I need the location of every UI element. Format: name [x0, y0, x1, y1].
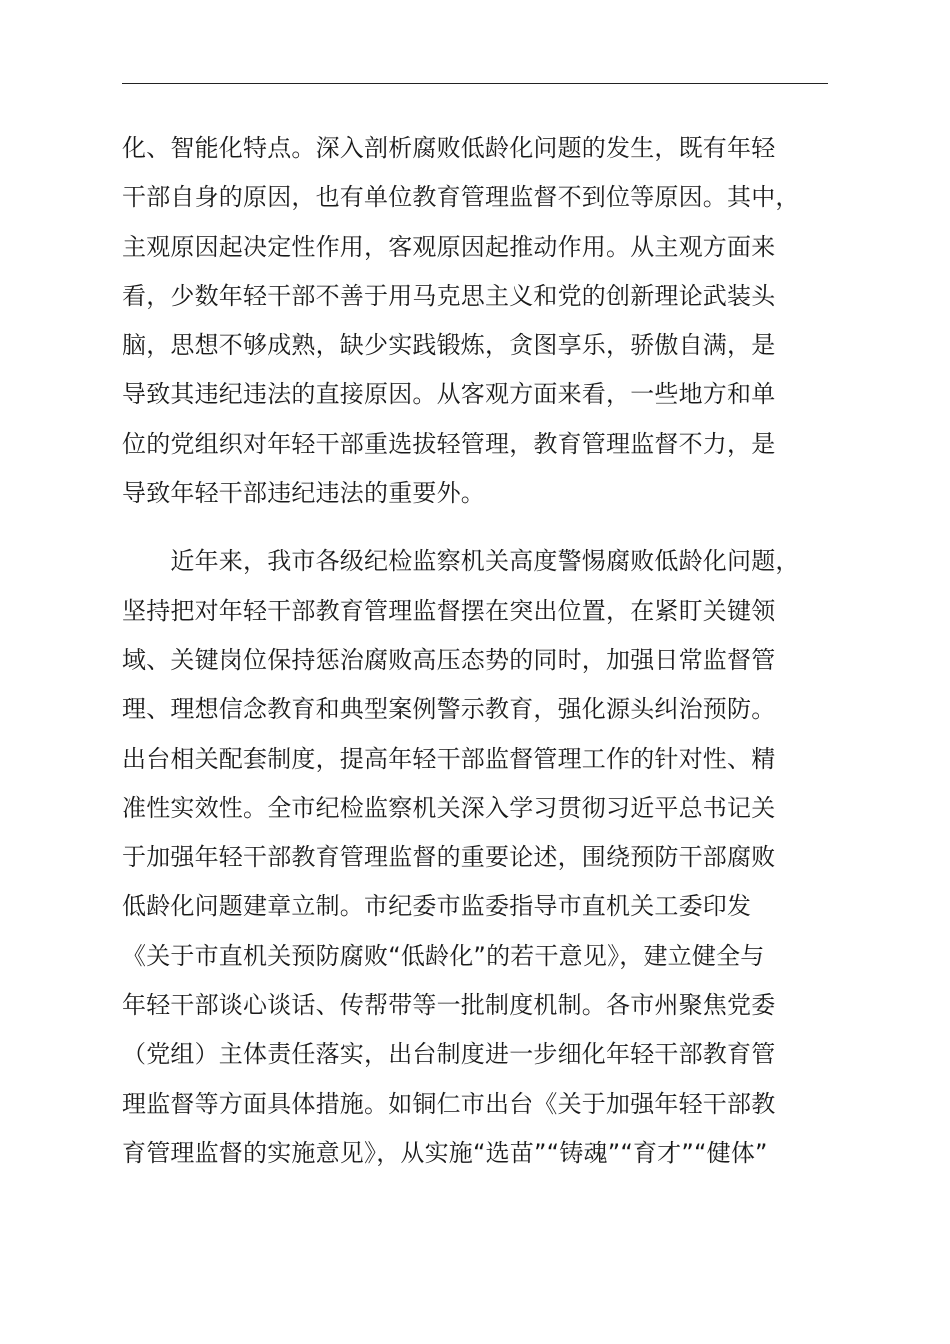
text-line: 脑，思想不够成熟，缺少实践锻炼，贪图享乐，骄傲自满，是 [122, 331, 776, 360]
text-line: 于加强年轻干部教育管理监督的重要论述，围绕预防干部腐败 [122, 843, 776, 872]
text-line: 近年来，我市各级纪检监察机关高度警惕腐败低龄化问题， [122, 547, 800, 576]
text-line: 导致年轻干部违纪违法的重要外。 [122, 479, 485, 508]
text-line: 理、理想信念教育和典型案例警示教育，强化源头纠治预防。 [122, 695, 776, 724]
text-line: 育管理监督的实施意见》，从实施“选苗”“铸魂”“育才”“健体” [122, 1138, 768, 1167]
text-line: 干部自身的原因，也有单位教育管理监督不到位等原因。其中， [122, 183, 800, 212]
text-line: 导致其违纪违法的直接原因。从客观方面来看，一些地方和单 [122, 380, 776, 409]
text-line: 出台相关配套制度，提高年轻干部监督管理工作的针对性、精 [122, 744, 776, 773]
text-line: 理监督等方面具体措施。如铜仁市出台《关于加强年轻干部教 [122, 1089, 776, 1118]
paragraph-2 [122, 537, 828, 1178]
text-line: 《关于市直机关预防腐败“低龄化”的若干意见》，建立健全与 [122, 941, 765, 970]
document-body [122, 124, 828, 1178]
text-line: （党组）主体责任落实，出台制度进一步细化年轻干部教育管 [122, 1040, 776, 1069]
text-line: 主观原因起决定性作用，客观原因起推动作用。从主观方面来 [122, 232, 776, 261]
paragraph-gap [122, 518, 828, 537]
text-line: 看，少数年轻干部不善于用马克思主义和党的创新理论武装头 [122, 281, 776, 310]
text-line: 化、智能化特点。深入剖析腐败低龄化问题的发生，既有年轻 [122, 134, 776, 162]
paragraph-1 [122, 124, 828, 518]
text-line: 准性实效性。全市纪检监察机关深入学习贯彻习近平总书记关 [122, 793, 776, 822]
text-line: 年轻干部谈心谈话、传帮带等一批制度机制。各市州聚焦党委 [122, 991, 776, 1020]
text-line: 坚持把对年轻干部教育管理监督摆在突出位置，在紧盯关键领 [122, 596, 776, 625]
text-line: 域、关键岗位保持惩治腐败高压态势的同时，加强日常监督管 [122, 645, 776, 674]
header-rule [122, 83, 828, 84]
text-line: 低龄化问题建章立制。市纪委市监委指导市直机关工委印发 [122, 892, 752, 921]
text-line: 位的党组织对年轻干部重选拔轻管理，教育管理监督不力，是 [122, 429, 776, 458]
